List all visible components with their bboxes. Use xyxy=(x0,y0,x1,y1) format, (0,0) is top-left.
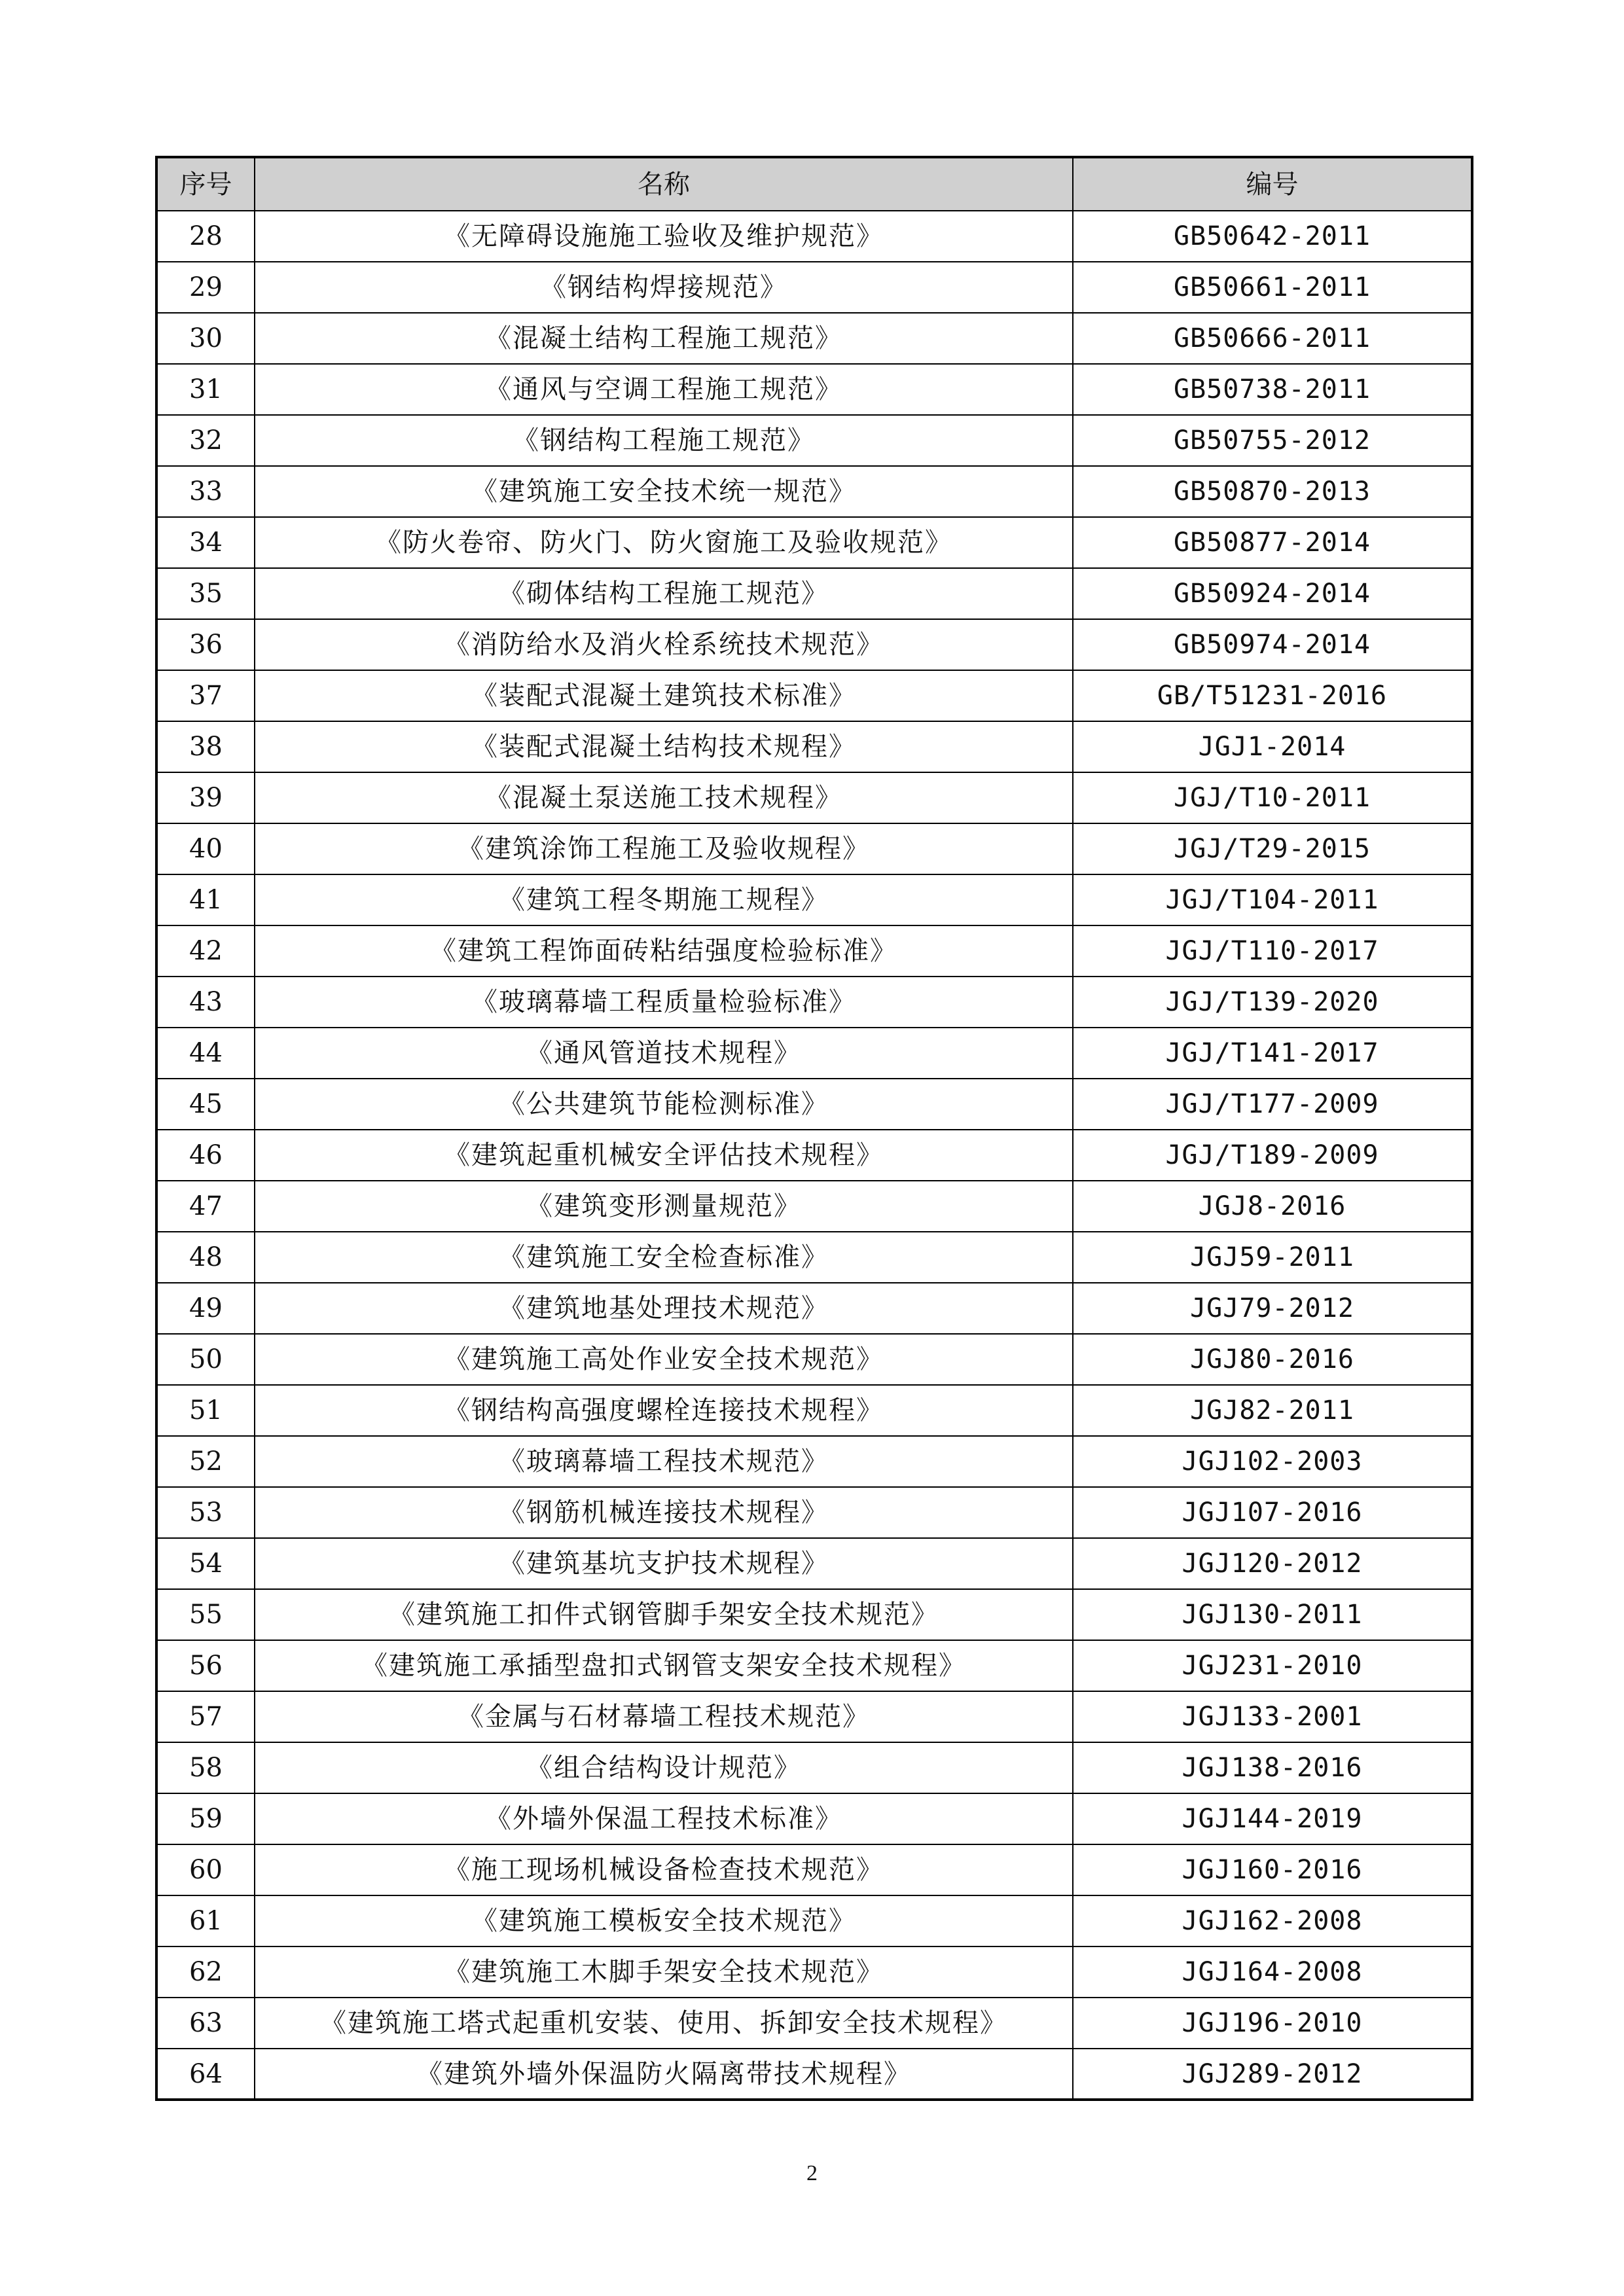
standard-name: 《组合结构设计规范》 xyxy=(255,1742,1073,1793)
standard-code: JGJ/T29-2015 xyxy=(1073,823,1472,874)
standard-code: JGJ120-2012 xyxy=(1073,1538,1472,1589)
standard-name: 《钢结构工程施工规范》 xyxy=(255,415,1073,466)
standard-code: JGJ82-2011 xyxy=(1073,1385,1472,1436)
row-number: 43 xyxy=(156,977,255,1028)
table-row xyxy=(156,823,1472,874)
row-number: 36 xyxy=(156,619,255,670)
table-row xyxy=(156,1130,1472,1181)
standard-name: 《建筑工程饰面砖粘结强度检验标准》 xyxy=(255,925,1073,977)
standard-code: JGJ164-2008 xyxy=(1073,1946,1472,1998)
row-number: 40 xyxy=(156,823,255,874)
table-row xyxy=(156,364,1472,415)
row-number: 37 xyxy=(156,670,255,721)
table-body xyxy=(156,211,1472,2100)
standard-code: JGJ/T139-2020 xyxy=(1073,977,1472,1028)
table-row xyxy=(156,721,1472,772)
row-number: 38 xyxy=(156,721,255,772)
table-row xyxy=(156,670,1472,721)
standard-code: JGJ/T104-2011 xyxy=(1073,874,1472,925)
row-number: 48 xyxy=(156,1232,255,1283)
row-number: 42 xyxy=(156,925,255,977)
standard-name: 《建筑涂饰工程施工及验收规程》 xyxy=(255,823,1073,874)
standard-code: JGJ/T141-2017 xyxy=(1073,1028,1472,1079)
table-header xyxy=(156,157,1472,211)
standard-code: GB50870-2013 xyxy=(1073,466,1472,517)
row-number: 55 xyxy=(156,1589,255,1640)
standard-name: 《通风与空调工程施工规范》 xyxy=(255,364,1073,415)
row-number: 58 xyxy=(156,1742,255,1793)
standard-code: JGJ/T177-2009 xyxy=(1073,1079,1472,1130)
row-number: 32 xyxy=(156,415,255,466)
table-row xyxy=(156,1742,1472,1793)
standard-code: GB50924-2014 xyxy=(1073,568,1472,619)
row-number: 49 xyxy=(156,1283,255,1334)
standard-name: 《建筑施工高处作业安全技术规范》 xyxy=(255,1334,1073,1385)
standard-name: 《建筑工程冬期施工规程》 xyxy=(255,874,1073,925)
row-number: 31 xyxy=(156,364,255,415)
row-number: 51 xyxy=(156,1385,255,1436)
table-row xyxy=(156,1895,1472,1946)
standard-code: GB50666-2011 xyxy=(1073,313,1472,364)
standard-code: JGJ8-2016 xyxy=(1073,1181,1472,1232)
standard-name: 《通风管道技术规程》 xyxy=(255,1028,1073,1079)
standard-name: 《建筑施工木脚手架安全技术规范》 xyxy=(255,1946,1073,1998)
standard-name: 《建筑施工安全检查标准》 xyxy=(255,1232,1073,1283)
table-row xyxy=(156,1181,1472,1232)
standard-code: JGJ231-2010 xyxy=(1073,1640,1472,1691)
table-row xyxy=(156,619,1472,670)
standard-code: JGJ144-2019 xyxy=(1073,1793,1472,1844)
table-row xyxy=(156,466,1472,517)
row-number: 47 xyxy=(156,1181,255,1232)
table-row xyxy=(156,1385,1472,1436)
standards-table xyxy=(155,156,1473,2101)
standard-code: JGJ1-2014 xyxy=(1073,721,1472,772)
standard-name: 《混凝土泵送施工技术规程》 xyxy=(255,772,1073,823)
standard-name: 《钢结构焊接规范》 xyxy=(255,262,1073,313)
page-number: 2 xyxy=(806,2161,818,2185)
standard-code: GB50974-2014 xyxy=(1073,619,1472,670)
row-number: 46 xyxy=(156,1130,255,1181)
table-row xyxy=(156,772,1472,823)
row-number: 50 xyxy=(156,1334,255,1385)
row-number: 29 xyxy=(156,262,255,313)
standard-name: 《建筑地基处理技术规范》 xyxy=(255,1283,1073,1334)
standard-name: 《无障碍设施施工验收及维护规范》 xyxy=(255,211,1073,262)
standard-name: 《消防给水及消火栓系统技术规范》 xyxy=(255,619,1073,670)
standard-name: 《砌体结构工程施工规范》 xyxy=(255,568,1073,619)
row-number: 53 xyxy=(156,1487,255,1538)
standard-code: JGJ102-2003 xyxy=(1073,1436,1472,1487)
standard-code: JGJ130-2011 xyxy=(1073,1589,1472,1640)
row-number: 63 xyxy=(156,1998,255,2049)
standard-code: JGJ107-2016 xyxy=(1073,1487,1472,1538)
standard-code: JGJ/T10-2011 xyxy=(1073,772,1472,823)
row-number: 30 xyxy=(156,313,255,364)
standard-code: JGJ79-2012 xyxy=(1073,1283,1472,1334)
table-row xyxy=(156,211,1472,262)
standard-name: 《玻璃幕墙工程质量检验标准》 xyxy=(255,977,1073,1028)
standard-name: 《建筑施工承插型盘扣式钢管支架安全技术规程》 xyxy=(255,1640,1073,1691)
table-row xyxy=(156,1946,1472,1998)
header-row xyxy=(156,157,1472,211)
table-row xyxy=(156,1640,1472,1691)
row-number: 34 xyxy=(156,517,255,568)
table-row xyxy=(156,874,1472,925)
table-row xyxy=(156,977,1472,1028)
standard-name: 《金属与石材幕墙工程技术规范》 xyxy=(255,1691,1073,1742)
row-number: 41 xyxy=(156,874,255,925)
row-number: 28 xyxy=(156,211,255,262)
standard-name: 《建筑变形测量规范》 xyxy=(255,1181,1073,1232)
table-row xyxy=(156,262,1472,313)
row-number: 33 xyxy=(156,466,255,517)
standard-code: JGJ133-2001 xyxy=(1073,1691,1472,1742)
standard-name: 《装配式混凝土结构技术规程》 xyxy=(255,721,1073,772)
row-number: 35 xyxy=(156,568,255,619)
row-number: 54 xyxy=(156,1538,255,1589)
table-row xyxy=(156,1436,1472,1487)
table-row xyxy=(156,1793,1472,1844)
standard-name: 《玻璃幕墙工程技术规范》 xyxy=(255,1436,1073,1487)
standard-code: JGJ138-2016 xyxy=(1073,1742,1472,1793)
standard-name: 《防火卷帘、防火门、防火窗施工及验收规范》 xyxy=(255,517,1073,568)
row-number: 39 xyxy=(156,772,255,823)
row-number: 64 xyxy=(156,2049,255,2100)
standard-name: 《建筑基坑支护技术规程》 xyxy=(255,1538,1073,1589)
table-row xyxy=(156,313,1472,364)
standard-name: 《混凝土结构工程施工规范》 xyxy=(255,313,1073,364)
standard-name: 《建筑施工安全技术统一规范》 xyxy=(255,466,1073,517)
row-number: 61 xyxy=(156,1895,255,1946)
table-row xyxy=(156,1538,1472,1589)
standard-code: JGJ289-2012 xyxy=(1073,2049,1472,2100)
row-number: 56 xyxy=(156,1640,255,1691)
standard-name: 《建筑起重机械安全评估技术规程》 xyxy=(255,1130,1073,1181)
table-row xyxy=(156,1232,1472,1283)
row-number: 44 xyxy=(156,1028,255,1079)
standard-name: 《装配式混凝土建筑技术标准》 xyxy=(255,670,1073,721)
header-code: 编号 xyxy=(1073,157,1472,211)
row-number: 57 xyxy=(156,1691,255,1742)
table-row xyxy=(156,1844,1472,1895)
table-row xyxy=(156,1998,1472,2049)
table-row xyxy=(156,1079,1472,1130)
standard-name: 《外墙外保温工程技术标准》 xyxy=(255,1793,1073,1844)
header-no: 序号 xyxy=(156,157,255,211)
standard-code: GB50755-2012 xyxy=(1073,415,1472,466)
standard-name: 《建筑施工扣件式钢管脚手架安全技术规范》 xyxy=(255,1589,1073,1640)
standard-name: 《钢结构高强度螺栓连接技术规程》 xyxy=(255,1385,1073,1436)
table-row xyxy=(156,517,1472,568)
table-row xyxy=(156,1589,1472,1640)
table-row xyxy=(156,2049,1472,2100)
row-number: 59 xyxy=(156,1793,255,1844)
standard-code: GB50661-2011 xyxy=(1073,262,1472,313)
standard-code: JGJ/T189-2009 xyxy=(1073,1130,1472,1181)
table-row xyxy=(156,1028,1472,1079)
row-number: 62 xyxy=(156,1946,255,1998)
standard-code: GB50642-2011 xyxy=(1073,211,1472,262)
standard-code: JGJ80-2016 xyxy=(1073,1334,1472,1385)
standard-code: JGJ162-2008 xyxy=(1073,1895,1472,1946)
row-number: 60 xyxy=(156,1844,255,1895)
standard-code: GB50877-2014 xyxy=(1073,517,1472,568)
standard-code: JGJ196-2010 xyxy=(1073,1998,1472,2049)
standard-name: 《建筑施工模板安全技术规范》 xyxy=(255,1895,1073,1946)
table-row xyxy=(156,415,1472,466)
standard-code: GB/T51231-2016 xyxy=(1073,670,1472,721)
table-row xyxy=(156,1283,1472,1334)
table-row xyxy=(156,1691,1472,1742)
standard-name: 《建筑施工塔式起重机安装、使用、拆卸安全技术规程》 xyxy=(255,1998,1073,2049)
header-name: 名称 xyxy=(255,157,1073,211)
standard-name: 《施工现场机械设备检查技术规范》 xyxy=(255,1844,1073,1895)
table-row xyxy=(156,925,1472,977)
standard-code: JGJ/T110-2017 xyxy=(1073,925,1472,977)
row-number: 45 xyxy=(156,1079,255,1130)
table-row xyxy=(156,1334,1472,1385)
table-row xyxy=(156,568,1472,619)
table-row xyxy=(156,1487,1472,1538)
standard-code: JGJ160-2016 xyxy=(1073,1844,1472,1895)
standard-name: 《钢筋机械连接技术规程》 xyxy=(255,1487,1073,1538)
standard-code: JGJ59-2011 xyxy=(1073,1232,1472,1283)
row-number: 52 xyxy=(156,1436,255,1487)
standard-name: 《公共建筑节能检测标准》 xyxy=(255,1079,1073,1130)
standard-code: GB50738-2011 xyxy=(1073,364,1472,415)
standard-name: 《建筑外墙外保温防火隔离带技术规程》 xyxy=(255,2049,1073,2100)
